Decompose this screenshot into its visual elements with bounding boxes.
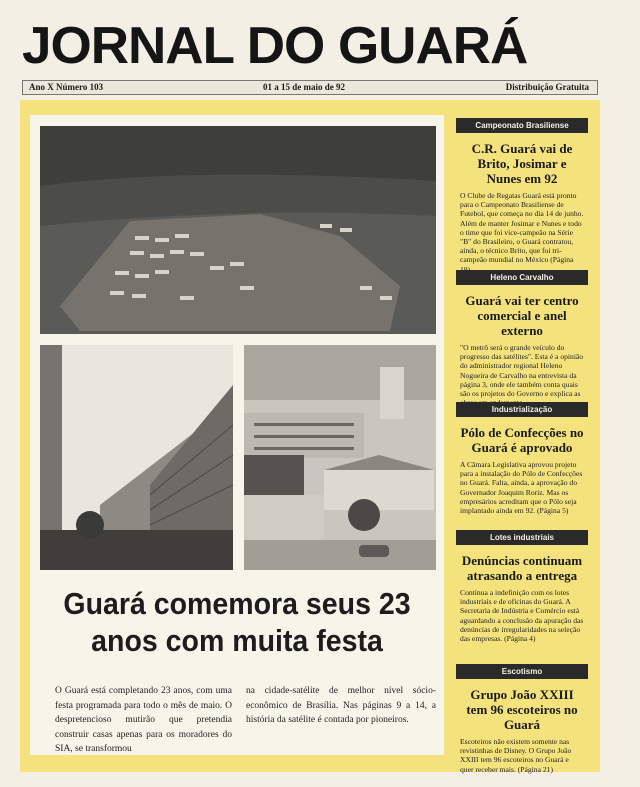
sidebar-tag: Heleno Carvalho [456, 270, 588, 285]
sidebar-text: Continua a indefinição com os lotes industriais e de oficinas do Guará. A Secretaria de Indústria e Comércio está aguardando a conclusão da apuração das denúncias de irregularidades na seleção das empresas. (Página 4) [460, 588, 584, 644]
issue-info-bar [22, 80, 598, 95]
sidebar-tag: Lotes industriais [456, 530, 588, 545]
distribution-note: Distribuição Gratuita [505, 82, 589, 92]
sidebar-text: O Clube de Regatas Guará está pronto para o Campeonato Brasiliense de Futebol, que começa no dia 14 de junho. Além de manter Josimar e Nunes e todo o time que foi vice-campeão na Série "B" do Brasileiro, o Guará contratou, ainda, o técnico Brito, que foi tri-campeão mundial no México (Página [460, 191, 584, 265]
sidebar-headline: Denúncias continuam atrasando a entrega [461, 553, 583, 583]
sidebar-text: "O metrô será o grande veículo do progresso das satélites". Esta é a opinião do administrador regional Heleno Nogueira de Carvalho na entrevista da página 3, onde ele também conta quais são os projetos do Governo e explica as [460, 343, 584, 399]
sidebar-story-1 [456, 118, 588, 274]
sidebar-headline: Pólo de Confecções no Guará é aprovado [460, 425, 584, 455]
sidebar-tag: Industrialização [456, 402, 588, 417]
sidebar-story-5 [456, 664, 588, 774]
main-body-column-1: O Guará está completando 23 anos, com uma festa programada para todo o mês de maio. O despretencioso mutirão que pretendia construir casas apenas para os moradores do SIA, se transformou [55, 686, 232, 754]
sidebar-story-4 [456, 530, 588, 643]
apartment-buildings-photo [40, 345, 233, 570]
sidebar-text: A Câmara Legislativa aprovou projeto para a instalação do Pólo de Confecções no Guará. Falta, ainda, a aprovação do Governador Joaquim Roriz. Mas os empresários acreditam que o Pólo seja implantado ainda em 92. (Página 5) [460, 460, 583, 516]
sidebar-headline: C.R. Guará vai de Brito, Josimar e Nunes em 92 [471, 141, 573, 186]
main-headline: Guará comemora seus 23 anos com muita festa [63, 586, 411, 658]
sidebar-tag: Escotismo [456, 664, 588, 679]
main-body-column-2: na cidade-satélite de melhor nível sócio-econômico de Brasília. Nas páginas 9 a 14, a história da satélite é contada por pioneiros. [246, 686, 436, 725]
issue-date: 01 a 15 de maio de 92 [263, 82, 345, 92]
sidebar-text: Escoteiros não existem somente nas revistinhas de Disney. O Grupo João XXIII tem 96 escoteiros no Guará e quer receber mais. (Página 21) [460, 737, 572, 774]
sidebar-headline: Guará vai ter centro comercial e anel externo [465, 293, 579, 338]
sidebar-story-3 [456, 402, 588, 515]
issue-number: Ano X Número 103 [29, 82, 104, 92]
aerial-photo [40, 126, 436, 334]
masthead-title: JORNAL DO GUARÁ [22, 17, 528, 75]
sidebar-headline: Grupo João XXIII tem 96 escoteiros no Guará [466, 687, 578, 732]
sidebar-tag: Campeonato Brasiliense [456, 118, 588, 133]
town-view-photo [244, 345, 436, 570]
sidebar-story-2 [456, 270, 588, 407]
